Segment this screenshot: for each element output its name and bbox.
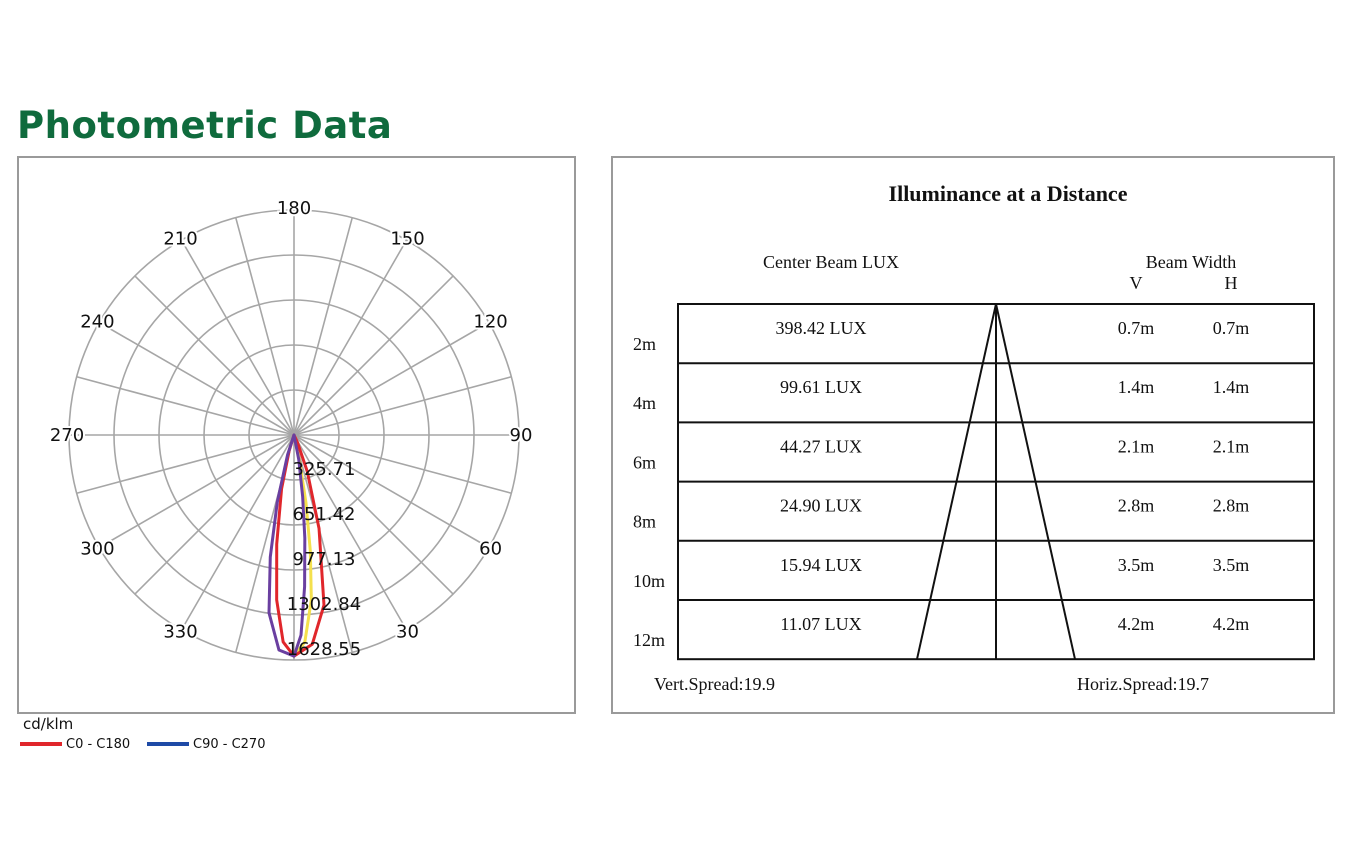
legend-item-c90-c270 (147, 735, 265, 753)
grid-spoke (135, 276, 294, 435)
grid-spoke (77, 377, 294, 435)
grid-spoke (294, 218, 352, 435)
grid-spoke (294, 435, 489, 548)
row-lux: 99.61 LUX (780, 377, 862, 398)
table-title: Illuminance at a Distance (888, 181, 1128, 206)
row-lux: 24.90 LUX (780, 495, 862, 516)
angle-label: 240 (80, 311, 115, 333)
vert-spread: Vert.Spread:19.9 (654, 674, 775, 695)
row-v: 4.2m (1117, 614, 1155, 634)
polar-chart-panel (17, 156, 576, 714)
v-header: V (1129, 273, 1143, 293)
legend-item-c0-c180 (20, 735, 130, 753)
h-header: H (1224, 273, 1238, 293)
row-distance: 6m (633, 452, 657, 473)
radial-label: 1302.84 (286, 594, 362, 615)
row-distance: 8m (633, 511, 657, 532)
row-distance: 12m (633, 630, 666, 650)
unit-label: cd/klm (23, 715, 74, 733)
horiz-spread: Horiz.Spread:19.7 (1077, 674, 1209, 695)
row-lux: 398.42 LUX (775, 318, 867, 338)
row-v: 3.5m (1117, 554, 1155, 575)
row-distance: 2m (633, 334, 657, 354)
angle-label: 270 (49, 425, 85, 446)
grid-spoke (182, 240, 295, 435)
radial-label: 1628.55 (286, 639, 362, 660)
row-lux: 44.27 LUX (780, 436, 862, 457)
row-h: 1.4m (1212, 377, 1250, 398)
legend-label: C0 - C180 (66, 736, 131, 752)
row-distance: 4m (633, 393, 657, 414)
illuminance-table (613, 158, 1333, 712)
radial-label: 325.71 (292, 459, 356, 480)
row-h: 0.7m (1212, 318, 1250, 338)
grid-spoke (294, 323, 489, 436)
radial-label: 977.13 (292, 549, 356, 570)
grid-spoke (294, 377, 511, 435)
row-h: 2.1m (1212, 436, 1250, 457)
row-lux: 15.94 LUX (780, 554, 862, 575)
legend-swatch (20, 742, 62, 746)
grid-spoke (99, 323, 294, 436)
angle-label: 90 (509, 425, 533, 446)
illuminance-panel (611, 156, 1335, 714)
row-lux: 11.07 LUX (780, 614, 862, 634)
row-h: 3.5m (1212, 554, 1250, 575)
row-v: 2.8m (1117, 495, 1155, 516)
radial-label: 651.42 (292, 504, 356, 525)
grid-spoke (294, 240, 407, 435)
grid-spoke (294, 276, 453, 435)
row-h: 2.8m (1212, 495, 1250, 516)
row-v: 1.4m (1117, 377, 1155, 398)
polar-chart (19, 158, 574, 712)
grid-spoke (99, 435, 294, 548)
angle-label: 150 (390, 228, 425, 250)
row-v: 2.1m (1117, 436, 1155, 457)
legend-swatch (147, 742, 189, 746)
center-beam-header: Center Beam LUX (763, 252, 899, 272)
row-distance: 10m (633, 570, 666, 591)
grid-spoke (236, 218, 294, 435)
legend-label: C90 - C270 (193, 736, 266, 752)
grid-spoke (77, 435, 294, 493)
page-title: Photometric Data (17, 104, 393, 147)
angle-label: 210 (163, 228, 198, 250)
angle-label: 60 (479, 538, 503, 560)
angle-label: 180 (276, 198, 312, 219)
angle-label: 120 (473, 311, 508, 333)
angle-label: 30 (396, 621, 419, 643)
row-v: 0.7m (1117, 318, 1155, 338)
angle-label: 330 (163, 621, 198, 643)
beam-width-header: Beam Width (1145, 252, 1237, 272)
row-h: 4.2m (1212, 614, 1250, 634)
angle-label: 300 (80, 538, 115, 560)
